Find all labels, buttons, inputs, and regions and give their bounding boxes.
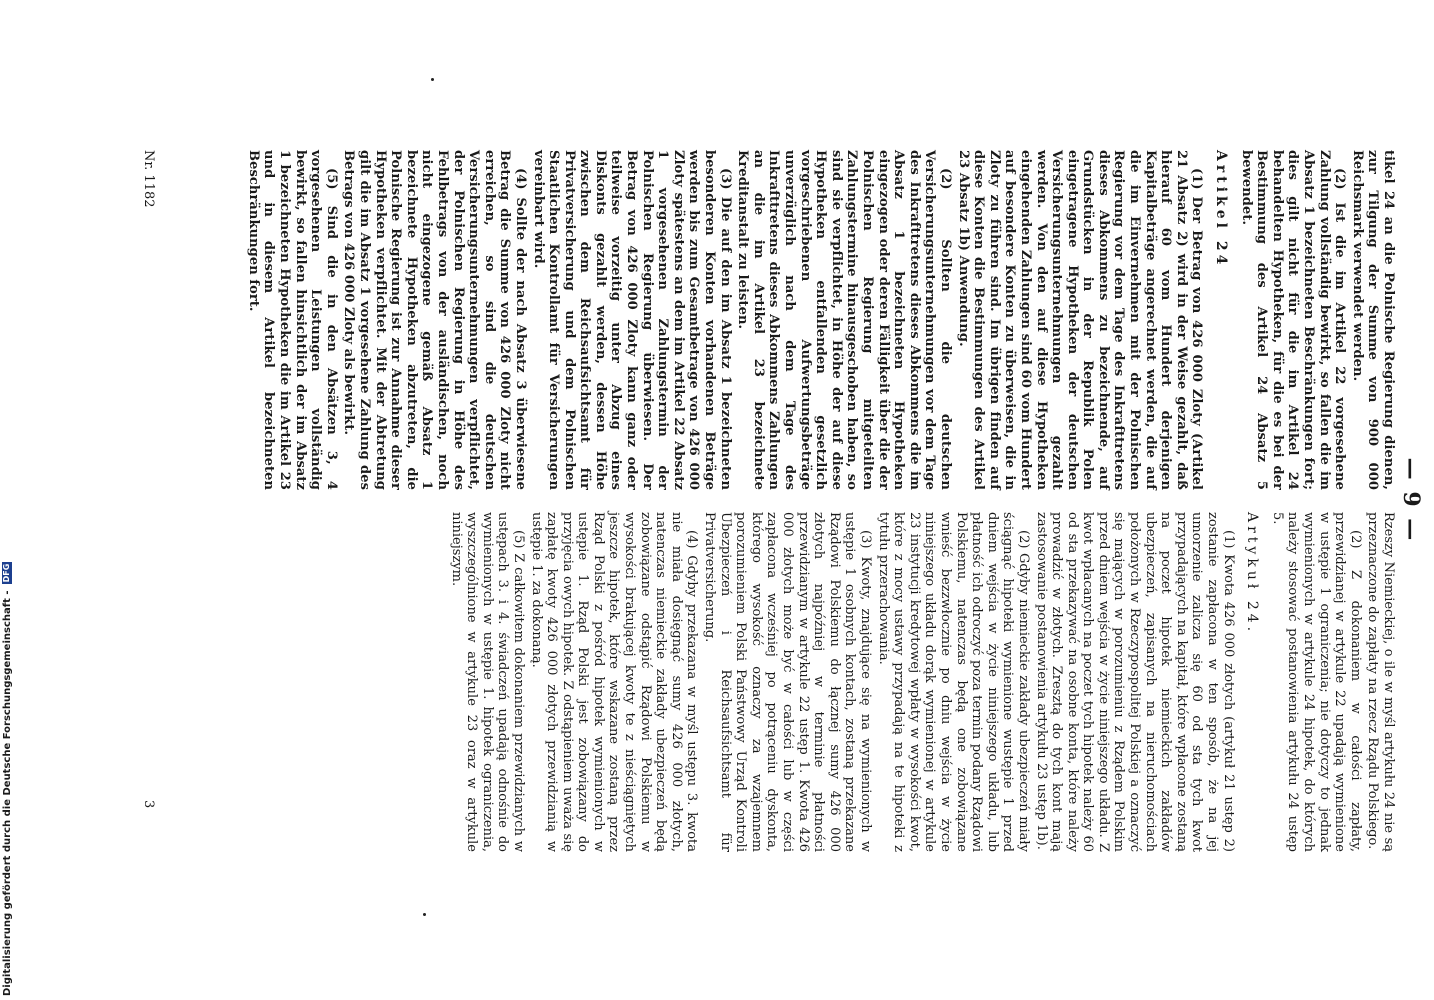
paragraph: (4) Sollte der nach Absatz 3 überwiesene Betrag die Summe von 426 000 Zloty nicht erreichen, so sind die deutschen Versicherungsunternehmungen verpflichtet, der Polnischen Regierung in Höhe des Fehlbetrags von der ausländischen, noch nicht eingezogene gemäß Absatz 1 bezeichnete Hypotheken abzutreten, die Polnische Regierung ist zur Annahme dieser Hypotheken verpflichtet. Mit der Abtretung gilt die im Absatz 1 vorgesehene Zahlung des Betrags von 426 000 Zloty als bewirkt. bbox=[341, 150, 528, 490]
page-number: — 9 — bbox=[1398, 457, 1424, 543]
stray-mark bbox=[423, 913, 426, 916]
paragraph: (5) Sind die in den Absätzen 3, 4 vorgesehenen Leistungen vollständig bewirkt, so fallen hinsichtlich der im Absatz 1 bezeichneten Hypotheken die im Artikel 23 und in diesem Artikel bezeichneten Beschränkungen fort. bbox=[245, 150, 339, 490]
paragraph: (4) Gdyby przekazana w myśl ustępu 3. kwota nie miała dosięgnąć sumy 426 000 złotych, natenczas niemieckie zakłady ubezpieczeń będą zobowiązane odstąpić Rządowi Polskiemu w wysokości brakującej kwoty te z nieściągniętych jeszcze hipotek, które wskazane zostaną przez Rząd Polski z pośród hipotek wymienionych w ustępie 1. Rząd Polski jest zobowiązany do przyjęcia owych hipotek. Z odstąpieniem uważa się zapłatę kwoty 426 000 złotych przewidzianią w ustępie 1. za dokonaną. bbox=[528, 512, 700, 852]
paragraph: (3) Kwoty, znajdujące się na wymienionych w ustępie 1 osobnych kontach, zostaną przekazane Rządowi Polskiemu do łącznej sumy 426 000 złotych najpóźniej w terminie płatności przewidzianym w artykule 22 ustęp 1. Kwota 426 000 złotych może być w całości lub w części zapłacona wcześniej po potrąceniu dyskonta, którego wysokość oznaczy za wzajemnem porozumieniem Polski Państwowy Urząd Kontroli Ubezpieczeń i Reichsaufsichtsamt für Privatversicherung. bbox=[702, 512, 873, 852]
article-heading: Artikel 24 bbox=[1213, 150, 1230, 269]
paragraph: (5) Z całkowitem dokonaniem przewidzianych w ustępach 3. i 4. świadczeń upadają odnośnie do wymienionych w ustępie 1. hipotek ograniczenia, wyszczególnione w artykule 23 oraz w artykule niniejszym. bbox=[448, 512, 526, 852]
stray-mark bbox=[431, 78, 434, 81]
paragraph: tikel 24 an die Polnische Regierung dienen, zur Tilgung der Summe von 900 000 Reichsmark verwendet werden. bbox=[1349, 150, 1396, 490]
paragraph: (1) Der Betrag von 426 000 Zloty (Artikel 21 Absatz 2) wird in der Weise gezahlt, daß hierauf 60 vom Hundert derjenigen Kapitalbeträge angerechnet werden, die auf die im Einvernehmen mit der Polnischen Regierung vor dem Tage des Inkrafttretens dieses Abkommens zu bezeichnende, auf Grundstücken in der Republik Polen eingetragene Hypotheken der deutschen Versicherungsunternehmungen gezahlt werden. Von den auf diese Hypotheken eingehenden Zahlungen sind 60 vom Hundert auf besondere Konten zu überweisen, die in Zloty zu führen sind. Im übrigen finden auf diese Konten die Bestimmungen des Artikel 23 Absatz 1b) Anwendung. bbox=[955, 150, 1205, 490]
paragraph: (2) Ist die im Artikel 22 vorgesehene Zahlung vollständig bewirkt, so fallen die im Absatz 1 bezeichneten Beschränkungen fort; dies gilt nicht für die im Artikel 24 behandelten Hypotheken, für die es bei der Bestimmung des Artikel 24 Absatz 5 bewendet. bbox=[1238, 150, 1348, 490]
digitization-text: Digitalisierung gefördert durch die Deutsche Forschungsgemeinschaft - bbox=[2, 590, 13, 996]
digitization-notice bbox=[0, 0, 16, 1000]
paragraph: (1) Kwota 426 000 złotych (artykuł 21 ustęp 2) zostanie zapłacona w ten sposób, że na jej umorzenie zalicza się 60 od sta tych kwot przypadających na kapitał, które wpłacone zostaną na poczet hipotek niemieckich zakładów ubezpieczeń, zapisanych na nieruchomościach położonych w Rzeczypospolitej Polskiej a oznaczyć się mających w porozumieniu z Rządem Polskim przed dniem wejścia w życie niniejszego układu. Z kwot wpłacanych na poczet tych hipotek należy 60 od sta przekazywać na osobne konta, które należy prowadzić w złotych. Zresztą do tych kont mają zastosowanie postanowienia artykułu 23 ustęp 1b). bbox=[1033, 512, 1236, 852]
footer-sheet-number: 3 bbox=[141, 800, 156, 809]
paragraph: (3) Die auf den im Absatz 1 bezeichneten besonderen Konten vorhandenen Beträge werden bis zum Gesamtbetrage von 426 000 Zloty spätestens an dem im Artikel 22 Absatz 1 vorgesehenen Zahlungstermin der Polnischen Regierung überwiesen. Der Betrag von 426 000 Zloty kann ganz oder teilweise vorzeitig unter Abzug eines Diskonts gezahlt werden, dessen Höhe zwischen dem Reichsaufsichtsamt für Privatversicherung und dem Polnischen Staatlichen Kontrollamt für Versicherungen vereinbart wird. bbox=[530, 150, 733, 490]
polish-text-column bbox=[46, 512, 1396, 852]
paragraph: Rzeszy Niemieckiej, o ile w myśl artykułu 24 nie są przeznaczone do zapłaty na rzecz Rządu Polskiego. bbox=[1365, 512, 1396, 852]
paragraph: (2) Z dokonaniem w całości zapłaty, przewidzianej w artykule 22 upadają wymienione w ustępie 1 ograniczenia; nie dotyczy to jednak wymienionych w artykule 24 hipotek, do których należy stosować postanowienia artykułu 24 ustęp 5. bbox=[1269, 512, 1363, 852]
paragraph: (2) Gdyby niemieckie zakłady ubezpieczeń miały ściągnąć hipoteki wymienione wustępie 1 przed dniem wejścia w życie niniejszego układu, lub płatność ich odroczyć poza termin podany Rządowi Polskiemu, natenczas będą one zobowiązane wnieść bezzwłocznie po dniu wejścia w życie niniejszego układu dorąk wymienionej w artykule 23 instytucji kredytowej wpłaty w wysokości kwot, które z mocy ustawy przypadają na te hipoteki z tytułu przerachowania. bbox=[875, 512, 1031, 852]
paragraph: (2) Sollten die deutschen Versicherungsunternehmungen vor dem Tage des Inkrafttretens dieses Abkommens die im Absatz 1 bezeichneten Hypotheken eingezogen oder deren Fälligkeit über die der Polnischen Regierung mitgeteilten Zahlungstermine hinausgeschoben haben, so sind sie verpflichtet, in Höhe der auf diese Hypotheken entfallenden gesetzlich vorgeschriebenen Aufwertungsbeträge unverzüglich nach dem Tage des Inkrafttretens dieses Abkommens Zahlungen an die im Artikel 23 bezeichnete Kreditanstalt zu leisten. bbox=[735, 150, 953, 490]
article-heading: Artykuł 24. bbox=[1244, 512, 1261, 636]
footer-issue-number: Nr. 1182 bbox=[141, 150, 156, 208]
dfg-logo-icon: DFG bbox=[2, 563, 11, 583]
german-text-column bbox=[46, 150, 1396, 490]
